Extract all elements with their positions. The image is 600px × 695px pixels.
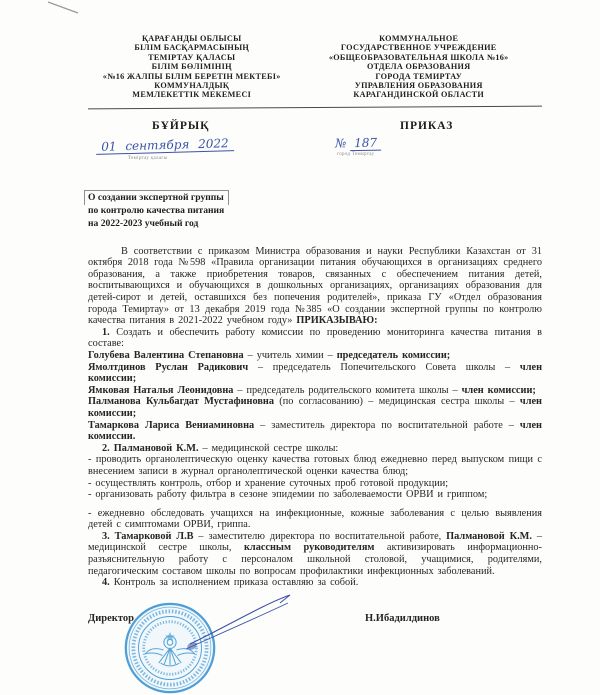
letterhead-line: БІЛІМ БӨЛІМІНІҢ	[151, 62, 232, 72]
letterhead-line: КОММУНАЛЬНОЕ	[379, 34, 459, 43]
text-run: Голубева Валентина Степановна	[88, 349, 244, 361]
subject-line-boxed: О создании экспертной группы	[84, 190, 229, 206]
text-run: 4.	[102, 577, 110, 589]
letterhead-kazakh	[88, 34, 295, 100]
commission-member	[88, 385, 542, 397]
letterhead-line: «№16 ЖАЛПЫ БІЛІМ БЕРЕТІН МЕКТЕБІ»	[102, 71, 281, 81]
commission-member	[88, 420, 542, 443]
letterhead-line: ОТДЕЛА ОБРАЗОВАНИЯ	[367, 62, 471, 72]
number-sign: №	[334, 136, 347, 151]
text-run: Палмановой К.М.	[446, 530, 532, 542]
letterhead-line: УПРАВЛЕНИЯ ОБРАЗОВАНИЯ	[354, 81, 483, 91]
text-run: Палманова Кульбагдат Мустафиновна	[88, 396, 275, 408]
commission-member	[88, 396, 542, 419]
letterhead-line: БІЛІМ БАСҚАРМАСЫНЫҢ	[134, 43, 250, 53]
text-run: член комиссии;	[88, 396, 542, 419]
commission-member	[88, 350, 542, 362]
letterhead-line: ҚАРАҒАНДЫ ОБЛЫСЫ	[142, 34, 242, 43]
letterhead	[88, 34, 542, 100]
duty-bullet: - ежедневно обследовать учащихся на инфекционные, кожные заболевания с целью выявления детей с симптомами ОРВИ, гриппа.	[88, 507, 542, 531]
letterhead-line: «ОБЩЕОБРАЗОВАТЕЛЬНАЯ ШКОЛА №16»	[328, 52, 509, 62]
text-run: – председатель родительского комитета школы –	[233, 384, 462, 396]
text-run: – заместителю директора по воспитательной работе,	[193, 530, 447, 542]
order-subject	[88, 190, 288, 231]
letterhead-line: МЕМЛЕКЕТТІК МЕКЕМЕСІ	[132, 90, 252, 100]
director-name: Н.Ибадилдинов	[365, 612, 440, 624]
handwritten-date: 01 сентября 2022	[96, 136, 234, 155]
text-run: член комиссии;	[461, 384, 536, 396]
order-title-section	[88, 118, 542, 176]
letterhead-line: КОММУНАЛДЫҚ	[154, 81, 230, 91]
letterhead-line: ТЕМІРТАУ ҚАЛАСЫ	[148, 52, 236, 62]
text-run: – учитель химии –	[243, 349, 337, 361]
text-run: председатель комиссии;	[336, 349, 451, 361]
letterhead-line: КАРАГАНДИНСКОЙ ОБЛАСТИ	[353, 90, 485, 100]
order-label-kazakh: БҰЙРЫҚ	[152, 119, 210, 132]
intro-paragraph	[88, 246, 542, 327]
document-content	[88, 0, 542, 629]
item-2	[88, 443, 542, 455]
text-run: – медицинской сестре школы,	[88, 530, 543, 554]
text-run: 3. Тамарковой Л.В	[102, 530, 194, 542]
item-1	[88, 327, 542, 350]
text-run: Ямковая Наталья Леонидовна	[88, 384, 234, 396]
order-number-value: 187	[350, 135, 381, 151]
duty-bullet: - организовать работу фильтра в сезоне эпидемии по заболеваемости ОРВИ и гриппом;	[88, 489, 488, 501]
text-run: классным руководителям	[244, 542, 375, 554]
text-run: Создать и обеспечить работу комиссии по проведению мониторинга качества питания в составе:	[88, 326, 542, 350]
text-run: В соответствии с приказом Министра образования и науки Республики Казахстан от 31 октября 2018 года №598 «Правила организации питания обучающихся в организациях среднего образования, а также приобретения товаров, связанных с обеспечением питания детей, воспитывающихся и обучающихся в дошкольных организациях, организациях образования для детей-сирот и детей, оставшихся без попечения родителей», приказа ГУ «Отдел образования города Темиртау» от 13 декабря 2019 года №385 «О создании экспертной группы по контролю качества питания в 2021-2022 учебном году»	[88, 245, 542, 327]
duty-bullet: - осуществлять контроль, отбор и хранение суточных проб готовой продукции;	[88, 477, 449, 489]
letterhead-russian	[295, 34, 542, 100]
text-run: активизировать информационно-разъяснительную работу с персоналом школьной столовой, учащимися, родителями, педагогическим составом школы по вопросам профилактики инфекционных заболеваний.	[88, 542, 542, 577]
text-run: – медицинской сестре школы:	[198, 442, 339, 454]
letterhead-line: ГОСУДАРСТВЕННОЕ УЧРЕЖДЕНИЕ	[340, 43, 497, 53]
commission-member	[88, 362, 542, 385]
text-run: – председатель Попечительского Совета школы –	[248, 361, 520, 373]
text-run: (по согласованию) – медицинская сестра школы –	[274, 396, 520, 408]
pencil-mark	[40, 0, 90, 18]
text-run: Тамаркова Лариса Вениаминовна	[88, 419, 255, 431]
text-run: Контроль за исполнением приказа оставляю за собой.	[109, 577, 359, 589]
text-run: ПРИКАЗЫВАЮ:	[296, 315, 378, 327]
text-run: 1.	[102, 326, 110, 338]
number-place-caption: город Темиртау	[337, 151, 375, 157]
header-divider-line	[88, 105, 542, 109]
order-body	[88, 246, 542, 589]
text-run: член комиссии.	[88, 419, 542, 443]
text-run: член комиссии;	[88, 361, 543, 385]
handwritten-order-number	[335, 135, 381, 150]
subject-line: по контролю качества питания	[88, 205, 225, 217]
text-run: – заместитель директора по воспитательной работе –	[254, 419, 520, 431]
date-place-caption: Теміртау қаласы	[128, 155, 168, 161]
subject-line: на 2022-2023 учебный год	[88, 218, 199, 230]
signature	[168, 588, 308, 658]
duty-bullet: - проводить органолептическую оценку качества готовых блюд ежедневно перед выпуском пищи с внесением записи в журнал органолептической оценки качества блюд;	[88, 454, 542, 477]
letterhead-line: ГОРОДА ТЕМИРТАУ	[375, 71, 463, 81]
text-run: 2. Палмановой К.М.	[102, 442, 199, 454]
item-4	[88, 577, 542, 589]
order-label-russian: ПРИКАЗ	[400, 119, 454, 132]
item-3	[88, 531, 542, 577]
text-run: Ямолтдинов Руслан Радикович	[88, 361, 249, 373]
director-label: Директор	[88, 612, 134, 624]
